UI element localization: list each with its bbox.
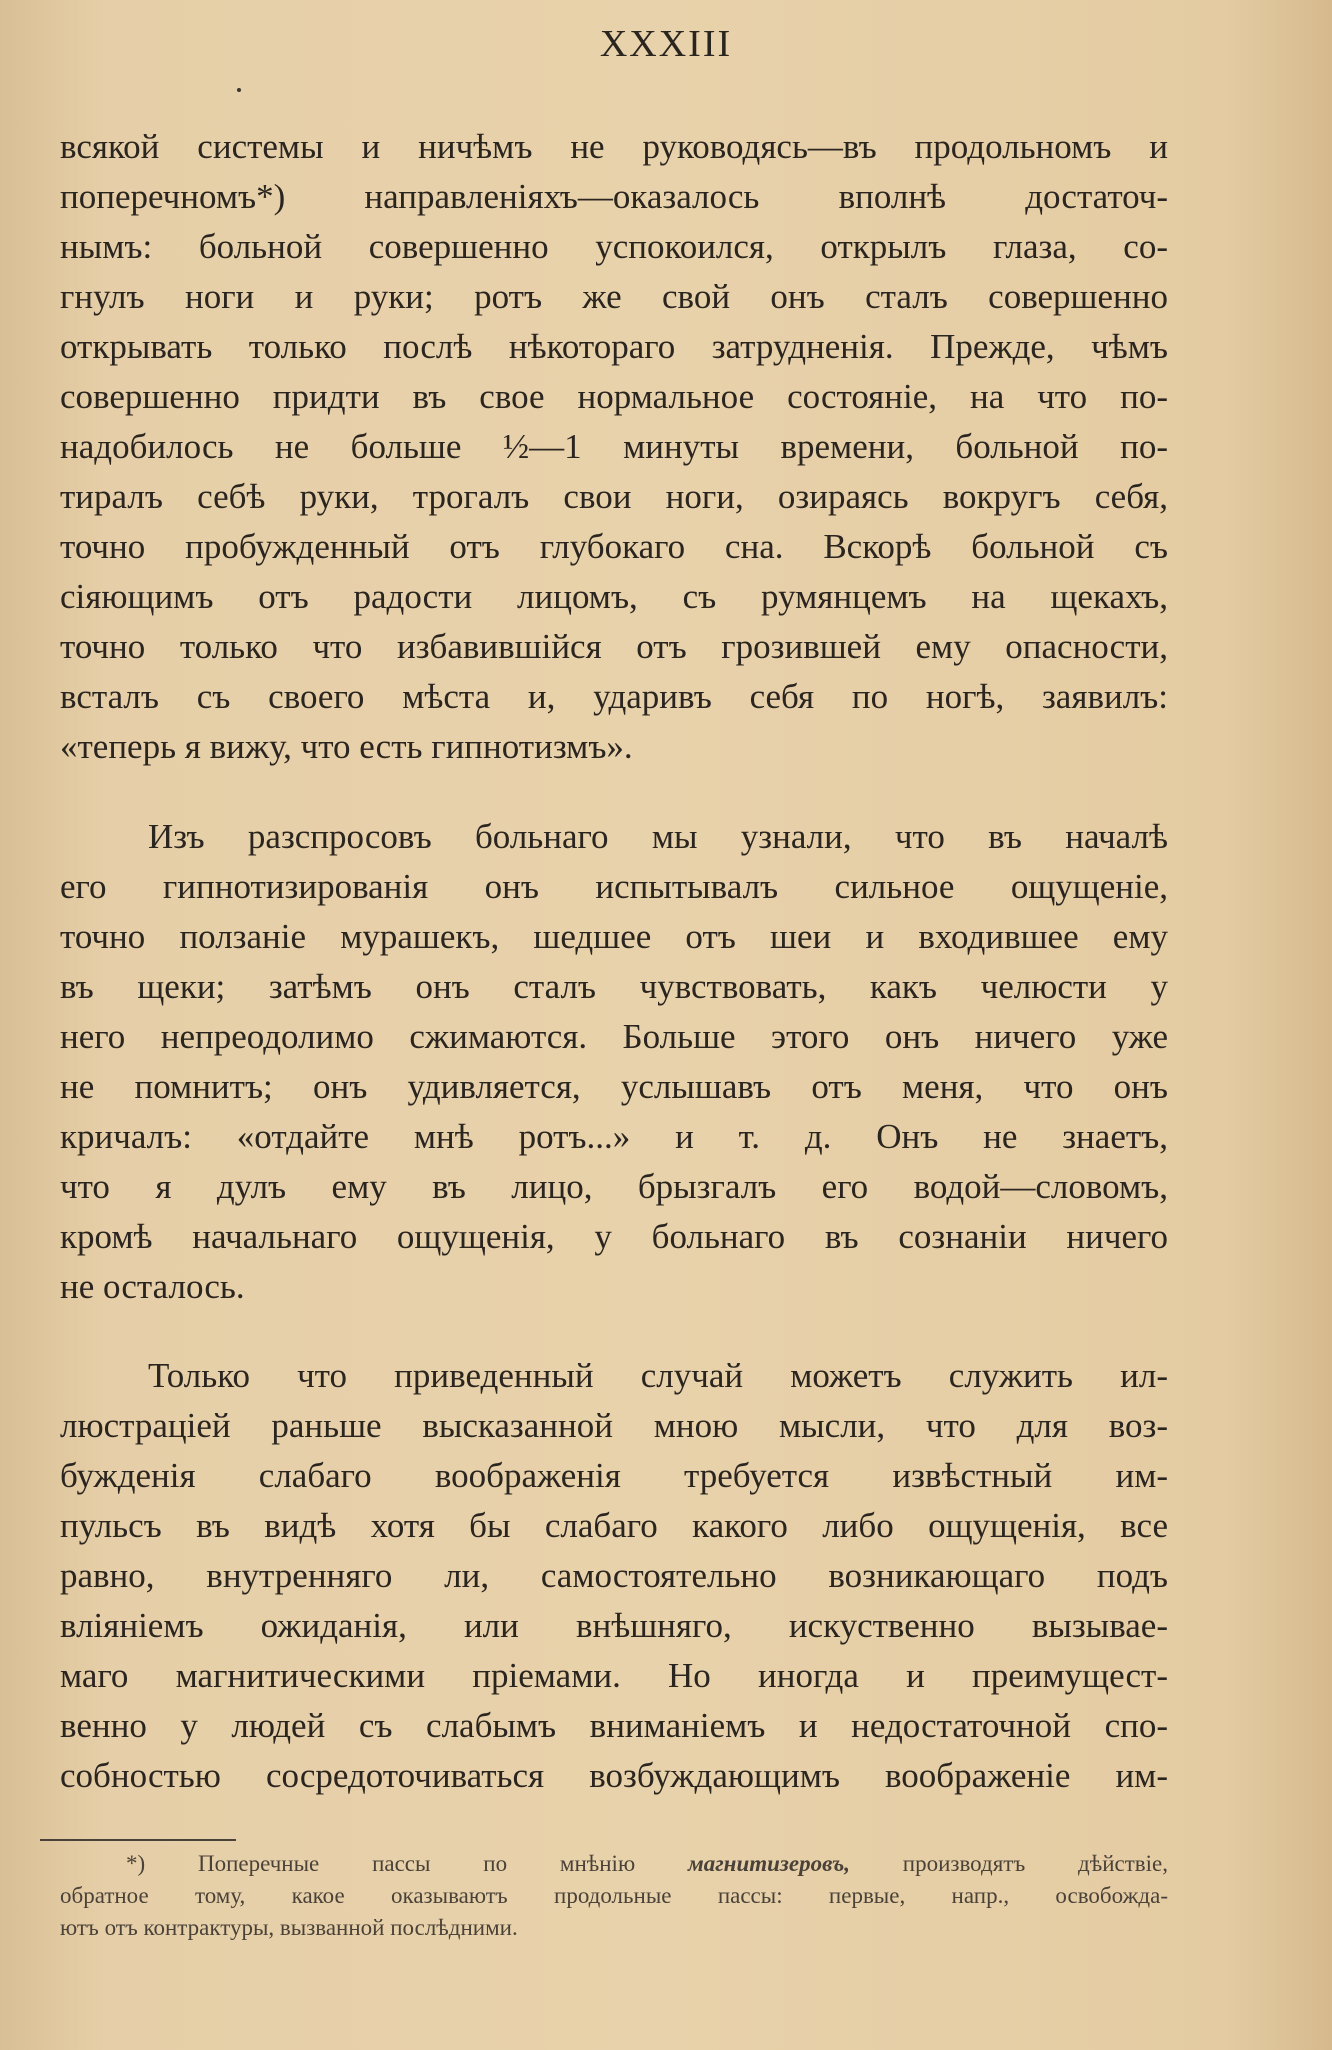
text-line: кромѣ начальнаго ощущенія, у больнаго въ сознаніи ничего	[60, 1217, 1168, 1256]
text-line: тиралъ себѣ руки, трогалъ свои ноги, озираясь вокругъ себя,	[60, 477, 1168, 516]
footnote-line	[60, 1848, 1168, 1880]
footnote-text: производятъ дѣйствіе,	[902, 1851, 1169, 1876]
text-line: совершенно придти въ свое нормальное состояніе, на что по-	[60, 377, 1168, 416]
text-line: его гипнотизированія онъ испытывалъ сильное ощущеніе,	[60, 867, 1168, 906]
text-line: въ щеки; затѣмъ онъ сталъ чувствовать, какъ челюсти у	[60, 967, 1168, 1006]
footnote-emphasis: магнитизеровъ,	[687, 1851, 850, 1876]
footnote-line: ютъ отъ контрактуры, вызванной послѣдними.	[60, 1915, 518, 1940]
text-line: точно ползаніе мурашекъ, шедшее отъ шеи и входившее ему	[60, 917, 1168, 956]
text-line: гнулъ ноги и руки; ротъ же свой онъ сталъ совершенно	[60, 277, 1168, 316]
text-line: собностью сосредоточиваться возбуждающимъ воображеніе им-	[60, 1756, 1168, 1795]
text-line: маго магнитическими пріемами. Но иногда и преимущест-	[60, 1656, 1168, 1695]
text-line: не помнитъ; онъ удивляется, услышавъ отъ меня, что онъ	[60, 1067, 1168, 1106]
text-line: открывать только послѣ нѣкотораго затрудненія. Прежде, чѣмъ	[60, 327, 1168, 366]
page-number: XXXIII	[599, 23, 733, 65]
footnote-line: обратное тому, какое оказываютъ продольные пассы: первые, напр., освобожда-	[60, 1883, 1168, 1908]
text-line: «теперь я вижу, что есть гипнотизмъ».	[60, 727, 633, 766]
text-line: надобилось не больше ½—1 минуты времени, больной по-	[60, 427, 1168, 466]
text-line: всталъ съ своего мѣста и, ударивъ себя по ногѣ, заявилъ:	[60, 677, 1168, 716]
text-line: него непреодолимо сжимаются. Больше этого онъ ничего уже	[60, 1017, 1168, 1056]
text-line: пульсъ въ видѣ хотя бы слабаго какого либо ощущенія, все	[60, 1506, 1168, 1545]
text-line: всякой системы и ничѣмъ не руководясь—въ продольномъ и	[60, 127, 1168, 166]
text-line: Только что приведенный случай можетъ служить ил-	[148, 1356, 1168, 1395]
text-line: равно, внутренняго ли, самостоятельно возникающаго подъ	[60, 1556, 1168, 1595]
text-line: Изъ разспросовъ больнаго мы узнали, что въ началѣ	[148, 817, 1168, 856]
text-line: венно у людей съ слабымъ вниманіемъ и недостаточной спо-	[60, 1706, 1168, 1745]
ink-speck	[237, 88, 241, 92]
text-line: нымъ: больной совершенно успокоился, открылъ глаза, со-	[60, 227, 1168, 266]
footnote-divider	[40, 1839, 236, 1841]
text-line: точно пробужденный отъ глубокаго сна. Вскорѣ больной съ	[60, 527, 1168, 566]
footnote	[60, 1848, 1168, 1944]
paragraph-2	[60, 812, 1168, 1312]
text-line: не осталось.	[60, 1267, 245, 1306]
paragraph-1	[60, 122, 1168, 772]
text-line: вліяніемъ ожиданія, или внѣшняго, искуственно вызывае-	[60, 1606, 1168, 1645]
text-line: люстраціей раньше высказанной мною мысли, что для воз-	[60, 1406, 1168, 1445]
text-line: что я дулъ ему въ лицо, брызгалъ его водой—словомъ,	[60, 1167, 1168, 1206]
text-line: кричалъ: «отдайте мнѣ ротъ...» и т. д. Онъ не знаетъ,	[60, 1117, 1168, 1156]
text-line: сіяющимъ отъ радости лицомъ, съ румянцемъ на щекахъ,	[60, 577, 1168, 616]
text-line: бужденія слабаго воображенія требуется извѣстный им-	[60, 1456, 1168, 1495]
paragraph-3	[60, 1351, 1168, 1801]
text-line: поперечномъ*) направленіяхъ—оказалось вполнѣ достаточ-	[60, 177, 1168, 216]
footnote-text: *) Поперечные пассы по мнѣнію	[126, 1851, 636, 1876]
text-line: точно только что избавившійся отъ грозившей ему опасности,	[60, 627, 1168, 666]
